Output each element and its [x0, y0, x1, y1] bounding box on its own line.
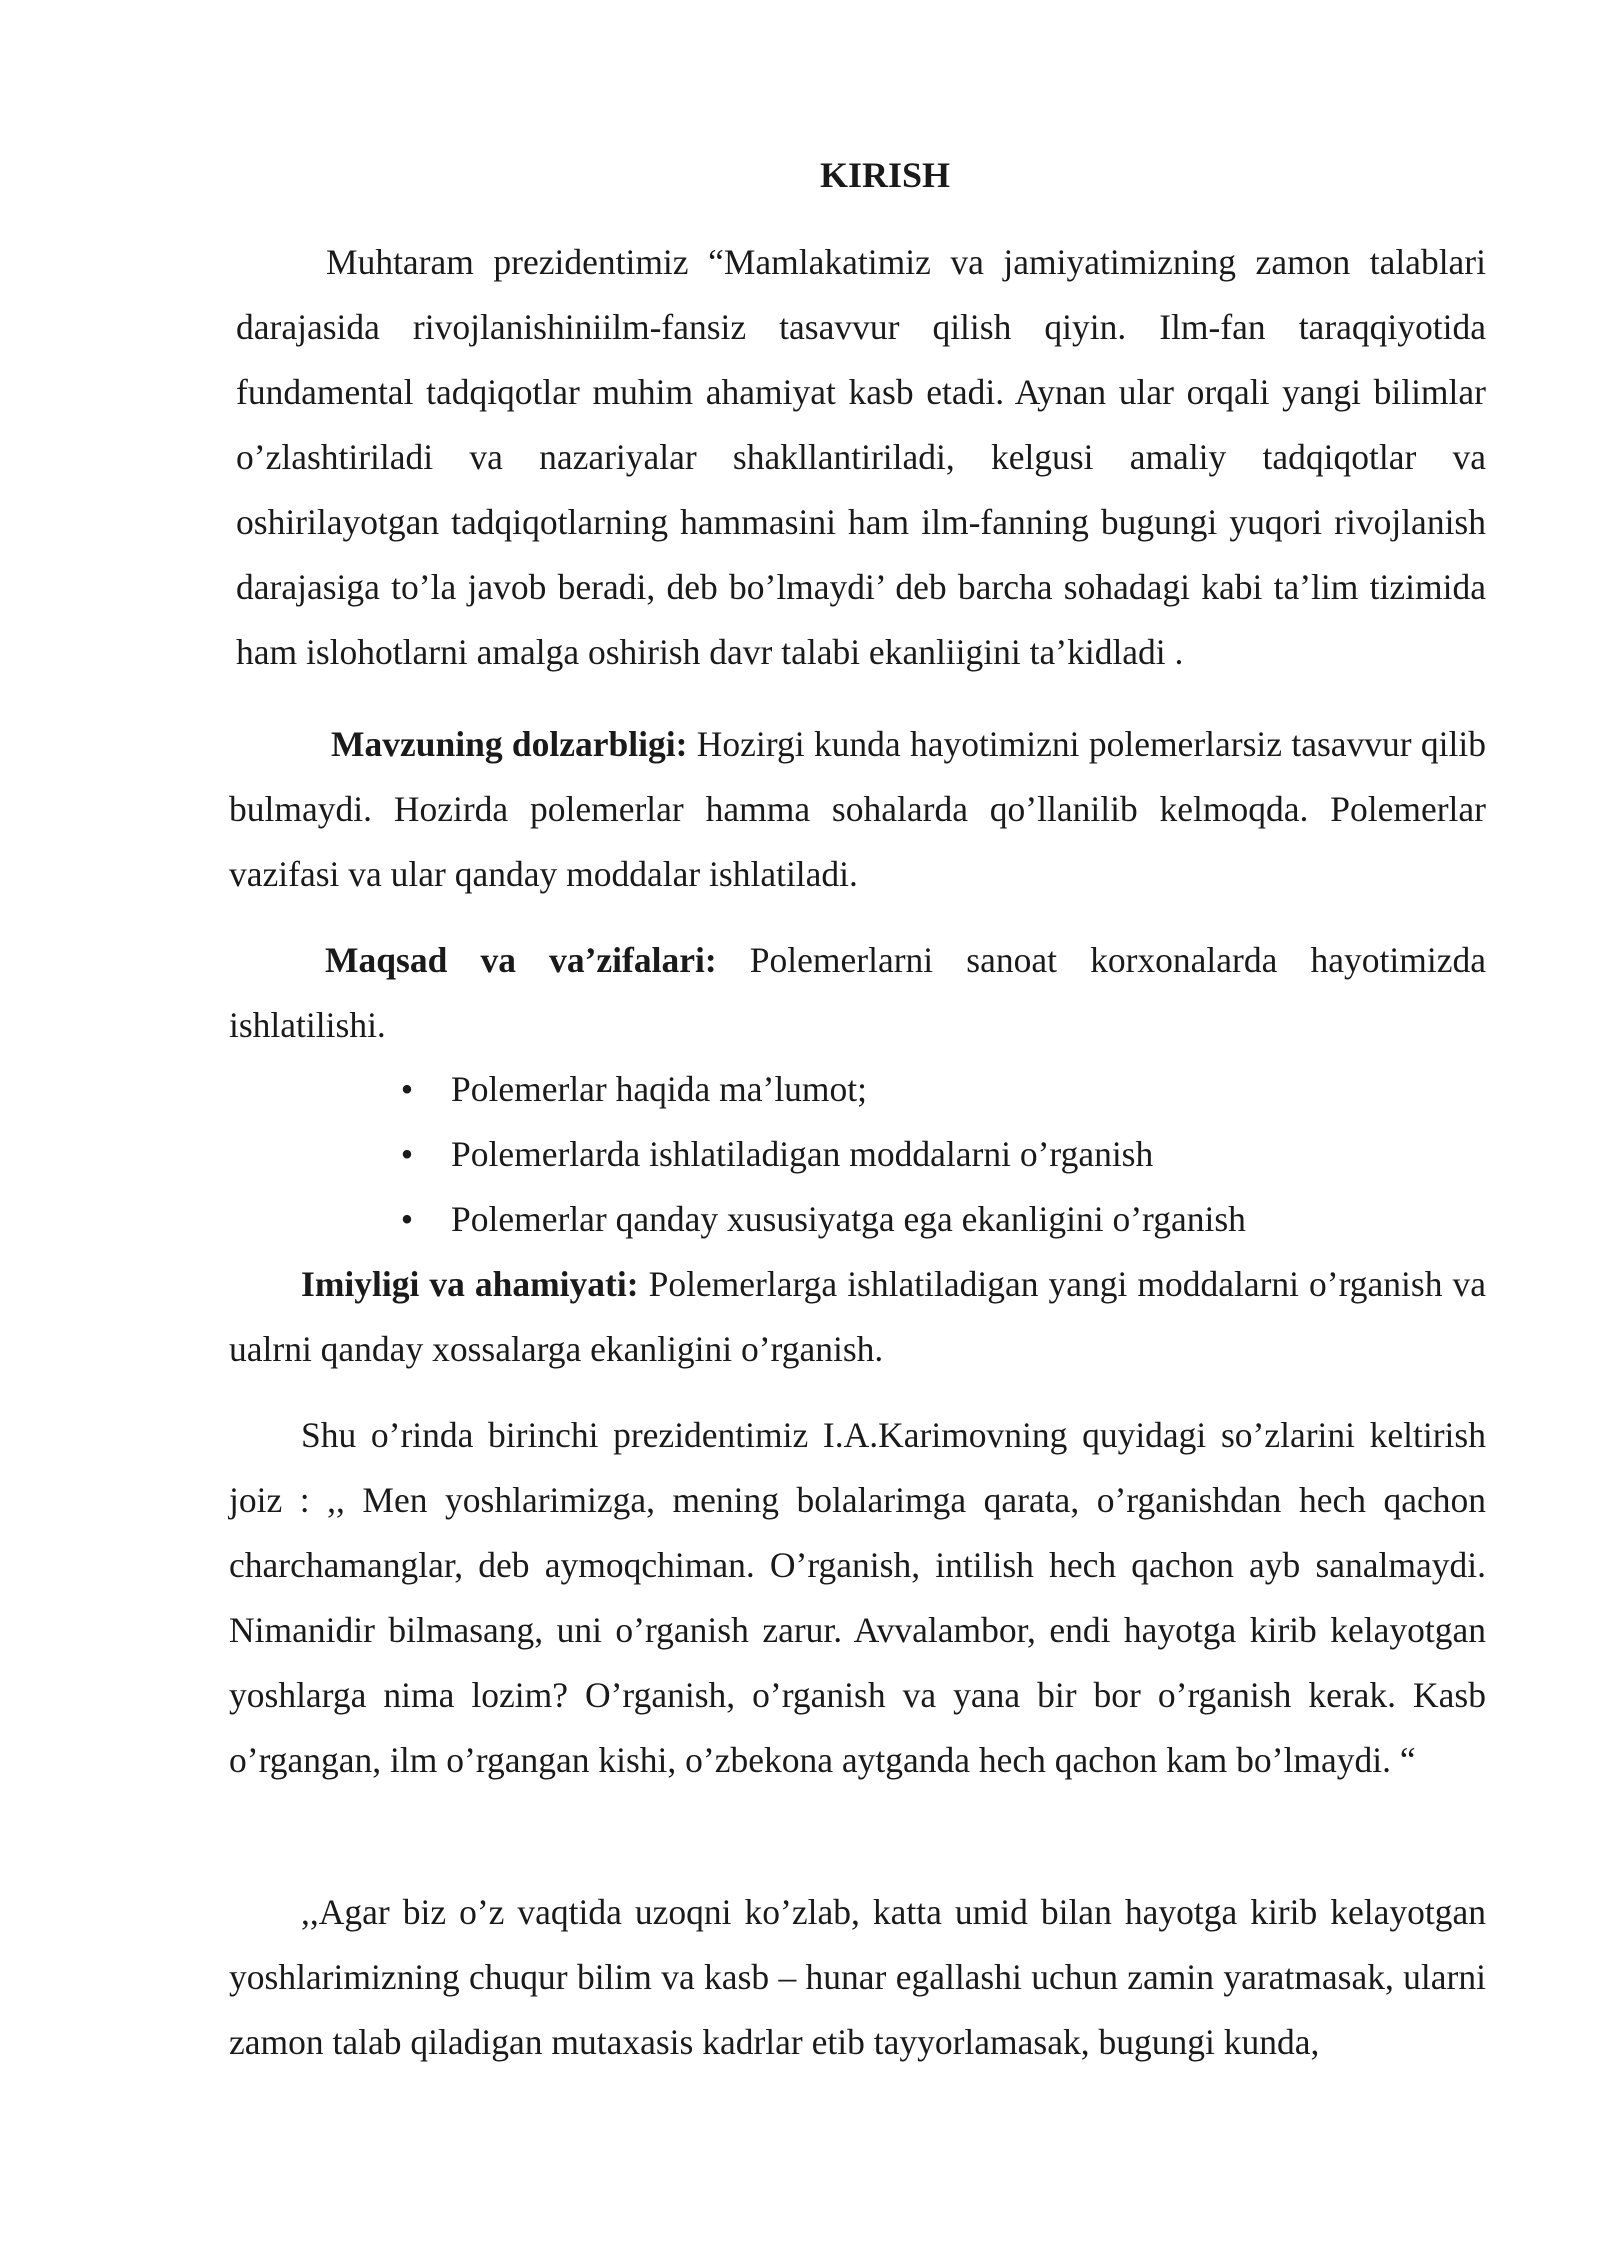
- intro-paragraph: Muhtaram prezidentimiz “Mamlakatimiz va jamiyatimizning zamon talablari darajasida rivojlanishiniilm-fansiz tasavvur qilish qiyin. Ilm-fan taraqqiyotida fundamental tadqiqotlar muhim ahamiyat kasb etadi. Aynan ular orqali yangi bilimlar o’zlashtiriladi va nazariyalar shakllantiriladi, kelgusi amaliy tadqiqotlar va oshirilayotgan tadqiqotlarning hammasini ham ilm-fanning bugungi yuqori rivojlanish darajasiga to’la javob beradi, deb bo’lmaydi’ deb barcha sohadagi kabi ta’lim tizimida ham islohotlarni amalga oshirish davr talabi ekanliigini ta’kidladi .: [236, 242, 1486, 672]
- relevance-label: Mavzuning dolzarbligi:: [331, 724, 688, 764]
- goals-list: [393, 1057, 1493, 1252]
- goals-label: Maqsad va va’zifalari:: [325, 940, 717, 980]
- list-item: [393, 1057, 1493, 1122]
- relevance-text: Hozirgi kunda hayotimizni polemerlarsiz tasavvur qilib bulmaydi. Hozirda polemerlar hamma sohalarda qo’llanilib kelmoqda. Polemerlar vazifasi va ular qanday moddalar ishlatiladi.: [229, 724, 1486, 894]
- list-item: [393, 1122, 1493, 1187]
- list-item-text: Polemerlar qanday xususiyatga ega ekanligini o’rganish: [451, 1199, 1246, 1239]
- goals-paragraph: [229, 928, 1486, 1058]
- quote-two-paragraph: ,,Agar biz o’z vaqtida uzoqni ko’zlab, katta umid bilan hayotga kirib kelayotgan yoshlarimizning chuqur bilim va kasb – hunar egallashi uchun zamin yaratmasak, ularni zamon talab qiladigan mutaxasis kadrlar etib tayyorlamasak, bugungi kunda,: [229, 1892, 1486, 2062]
- relevance-paragraph: [229, 712, 1486, 907]
- importance-label: Imiyligi va ahamiyati:: [301, 1264, 639, 1304]
- quote-intro-paragraph: Shu o’rinda birinchi prezidentimiz I.A.Karimovning quyidagi so’zlarini keltirish joiz : ,, Men yoshlarimizga, mening bolalarimga qarata, o’rganishdan hech qachon charchamanglar, deb aymoqchiman. O’rganish, intilish hech qachon ayb sanalmaydi. Nimanidir bilmasang, uni o’rganish zarur. Avvalambor, endi hayotga kirib kelayotgan yoshlarga nima lozim? O’rganish, o’rganish va yana bir bor o’rganish kerak. Kasb o’rgangan, ilm o’rgangan kishi, o’zbekona aytganda hech qachon kam bo’lmaydi. “: [229, 1415, 1486, 1780]
- list-item-text: Polemerlarda ishlatiladigan moddalarni o’rganish: [451, 1134, 1154, 1174]
- bullet-icon: •: [400, 1134, 414, 1174]
- importance-text: Polemerlarga ishlatiladigan yangi moddalarni o’rganish va ualrni qanday xossalarga ekanligini o’rganish.: [229, 1264, 1486, 1369]
- bullet-icon: •: [400, 1199, 414, 1239]
- page-title: KIRISH: [819, 155, 951, 195]
- importance-paragraph: [229, 1252, 1486, 1382]
- list-item-text: Polemerlar haqida ma’lumot;: [451, 1069, 868, 1109]
- list-item: [393, 1187, 1493, 1252]
- bullet-icon: •: [400, 1069, 414, 1109]
- goals-text: Polemerlarni sanoat korxonalarda hayotimizda ishlatilishi.: [229, 940, 1486, 1045]
